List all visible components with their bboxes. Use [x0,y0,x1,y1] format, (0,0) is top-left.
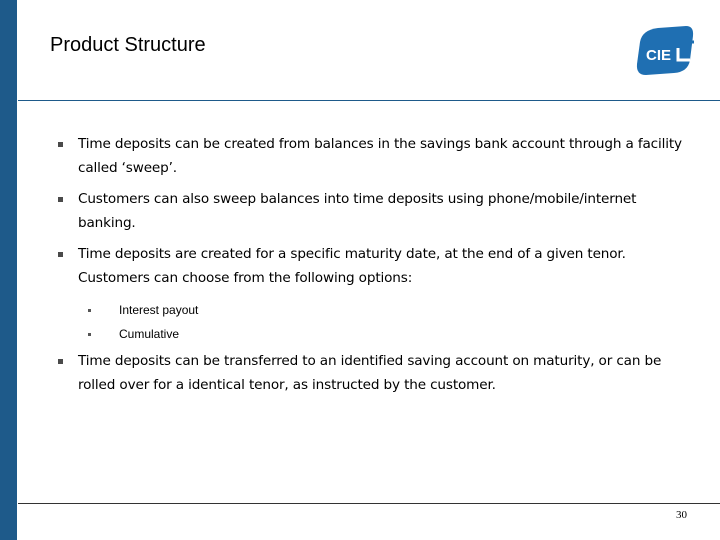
bullet-item [50,243,690,290]
bullet-text: Time deposits can be transferred to an identified saving account on maturity, or can be rolled over for a identical tenor, as instructed by the customer. [78,353,662,393]
square-bullet-icon [58,197,63,202]
bullet-text: Time deposits are created for a specific maturity date, at the end of a given tenor. Customers can choose from the following options: [78,246,626,286]
bullet-text: Customers can also sweep balances into time deposits using phone/mobile/internet banking. [78,191,637,231]
header-divider [18,100,720,101]
square-bullet-icon [58,252,63,257]
svg-text:CIE: CIE [646,47,672,64]
sub-bullet-item [50,322,690,346]
small-bullet-icon [88,333,91,336]
bullet-list [50,133,690,405]
sub-bullet-list [50,298,690,346]
square-bullet-icon [58,359,63,364]
left-accent-bar [0,0,17,540]
ciel-logo [632,22,700,78]
bullet-item [50,133,690,180]
footer-divider [18,503,720,504]
small-bullet-icon [88,309,91,312]
sub-bullet-text: Interest payout [119,303,199,317]
sub-bullet-text: Cumulative [119,327,180,341]
bullet-text: Time deposits can be created from balances in the savings bank account through a facility called ‘sweep’. [78,136,682,176]
square-bullet-icon [58,142,63,147]
sub-bullet-item [50,298,690,322]
page-number: 30 [676,509,687,521]
bullet-item [50,188,690,235]
slide-title: Product Structure [50,34,206,56]
bullet-item [50,350,690,397]
